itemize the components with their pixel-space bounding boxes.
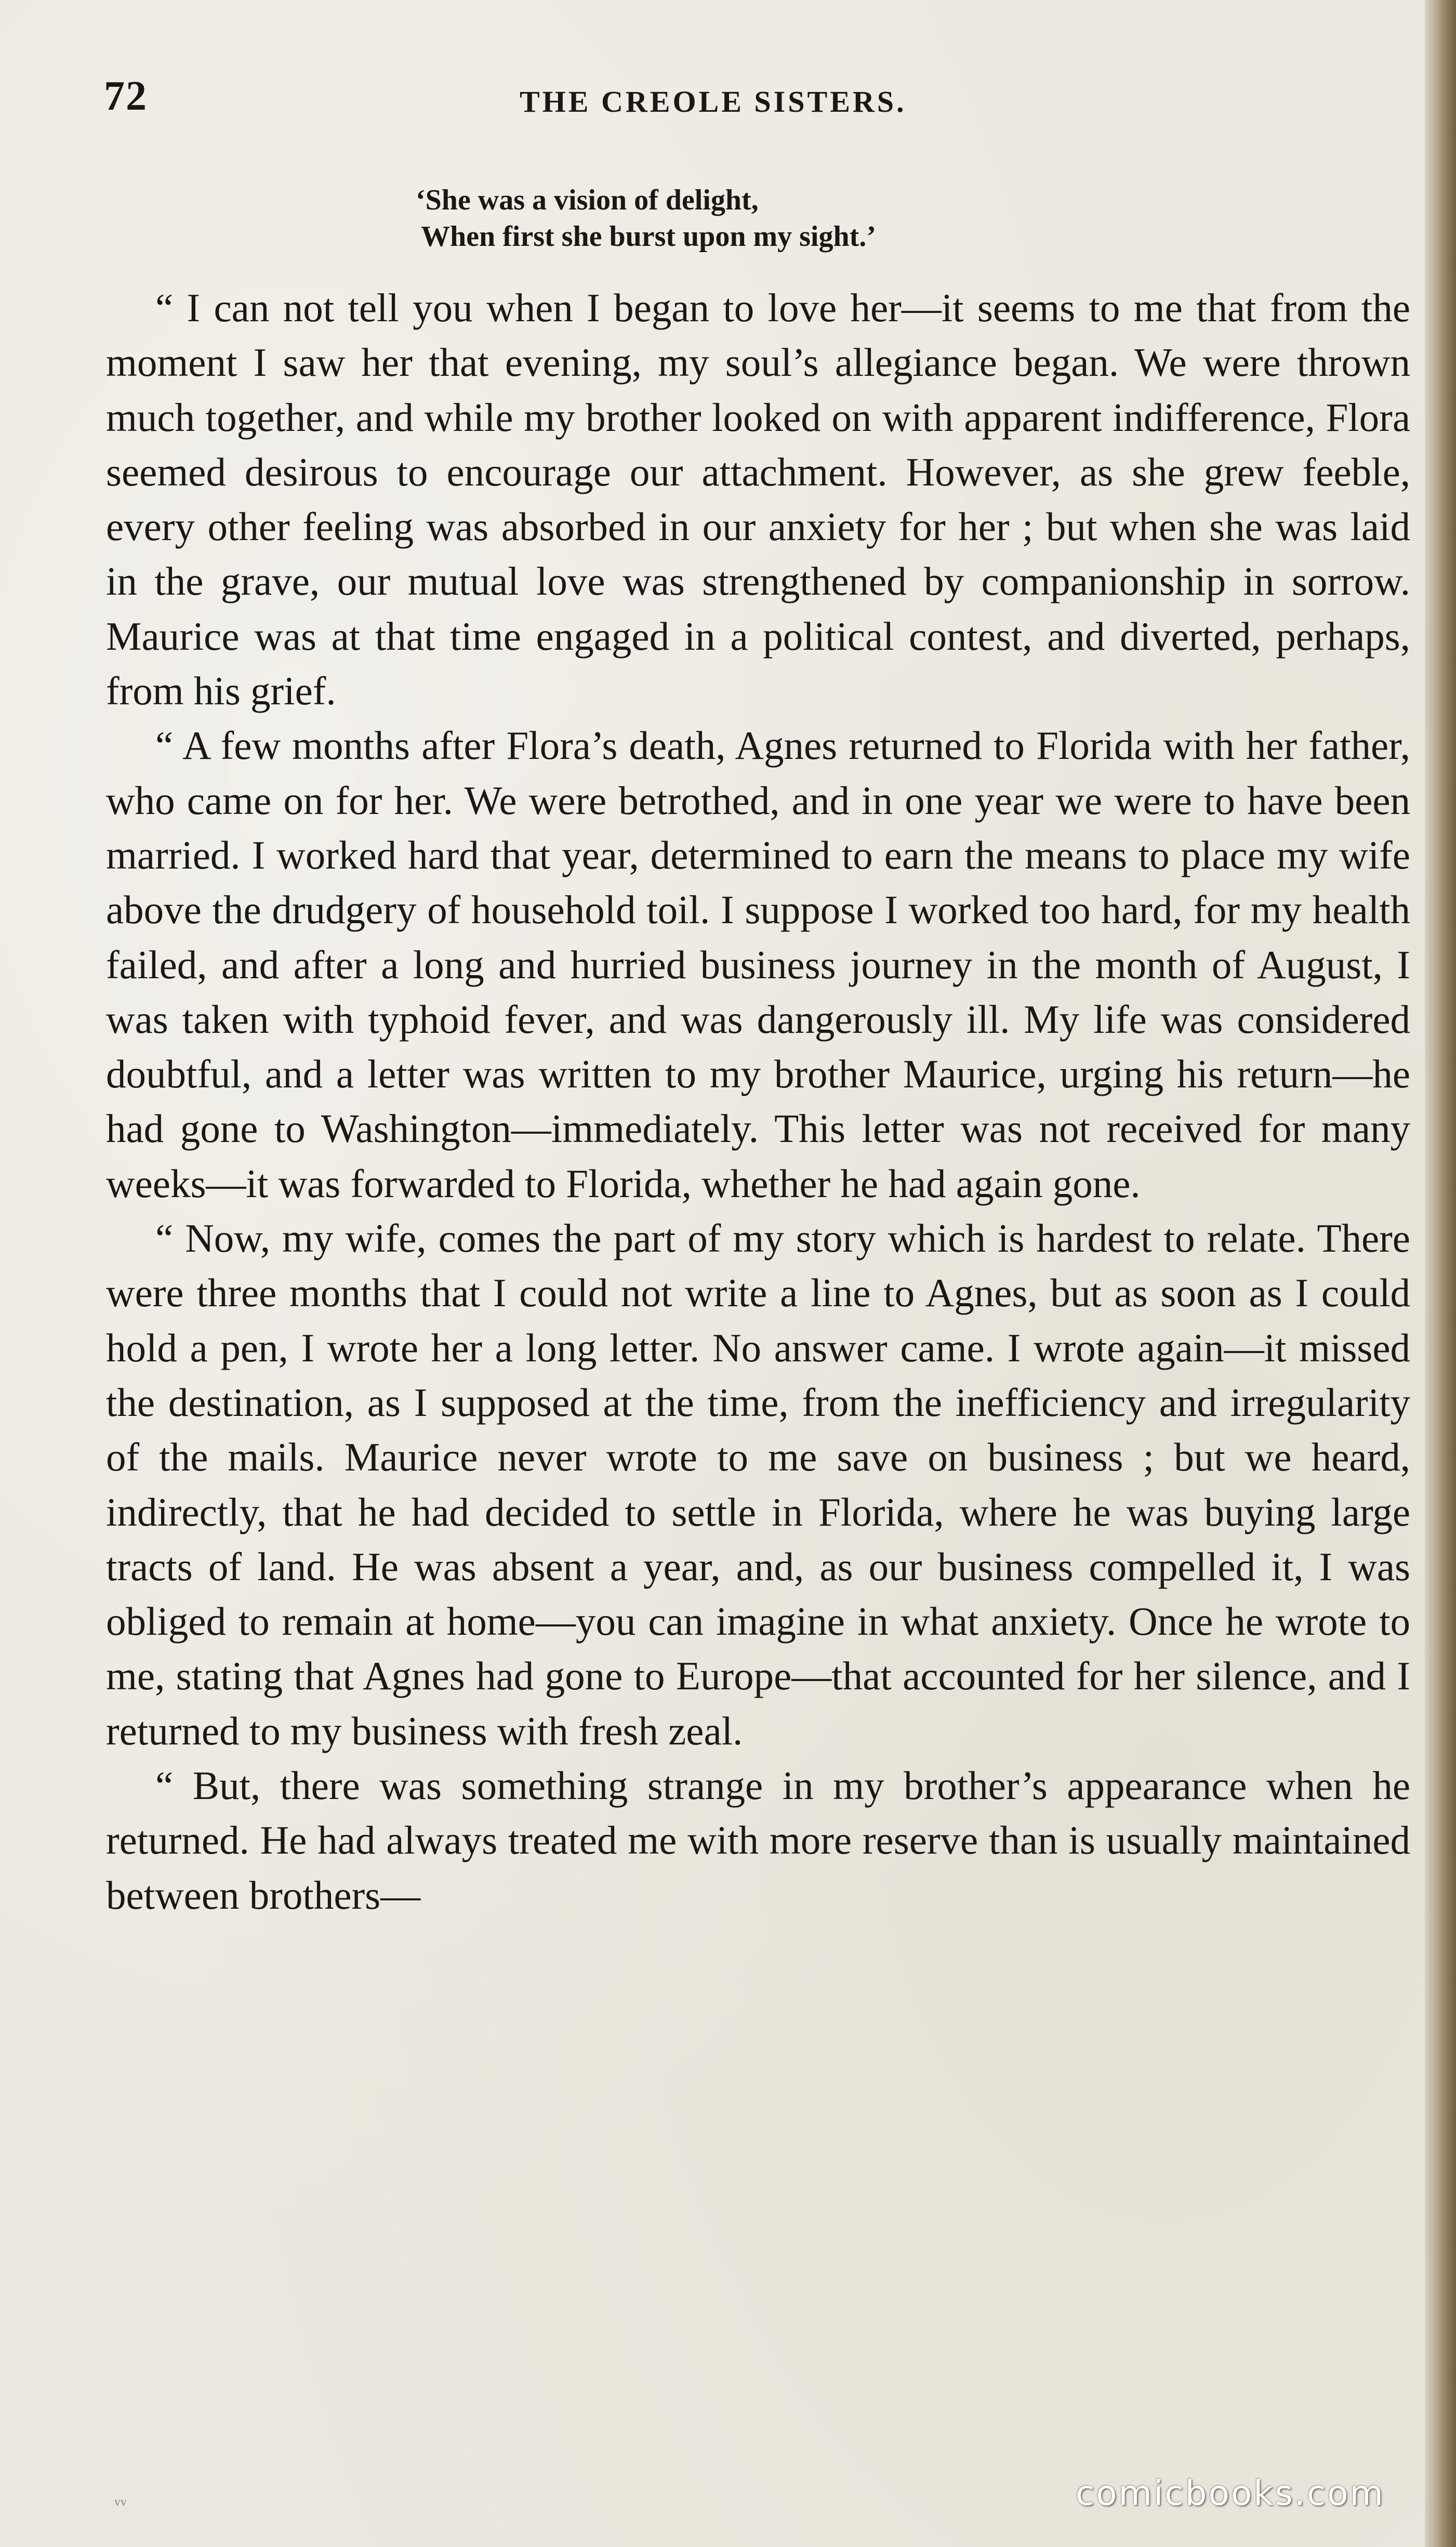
paragraph: “ I can not tell you when I began to love her—it seems to me that from the moment I saw her that evening, my soul’s allegiance began. We were thrown much together, and while my brother looked on with apparent indifference, Flora seemed desirous to encourage our attachment. However, as she grew feeble, every other feeling was absorbed in our anxiety for her ; but when she was laid in the grave, our mutual love was strengthened by companionship in sorrow. Maurice was at that time engaged in a political contest, and diverted, perhaps, from his grief.: [106, 285, 1410, 714]
watermark: comicbooks.com: [1076, 2473, 1385, 2513]
epigraph-line-1: ‘She was a vision of delight,: [416, 184, 759, 216]
paragraph: “ Now, my wife, comes the part of my story which is hardest to relate. There were three months that I could not write a line to Agnes, but as soon as I could hold a pen, I wrote her a long letter. No answer came. I wrote again—it missed the destination, as I supposed at the time, from the inefficiency and irregularity of the mails. Maurice never wrote to me save on business ; but we heard, indirectly, that he had decided to settle in Florida, where he was buying large tracts of land. He was absent a year, and, as our business compelled it, I was obliged to remain at home—you can imagine in what anxiety. Once he wrote to me, stating that Agnes had gone to Europe—that accounted for her silence, and I returned to my business with fresh zeal.: [106, 1216, 1410, 1753]
paragraph: “ A few months after Flora’s death, Agnes returned to Florida with her father, who came on for her. We were betrothed, and in one year we were to have been married. I worked hard that year, determined to earn the means to place my wife above the drudgery of household toil. I suppose I worked too hard, for my health failed, and after a long and hurried business journey in the month of August, I was taken with typhoid fever, and was dangerously ill. My life was considered doubtful, and a letter was written to my brother Maurice, urging his return—he had gone to Washington—immediately. This letter was not received for many weeks—it was forwarded to Florida, whether he had again gone.: [106, 723, 1410, 1206]
page-number: 72: [104, 73, 148, 119]
epigraph-line-2: When first she burst upon my sight.’: [421, 220, 876, 253]
page-header: [104, 73, 1419, 130]
stray-mark: ᵥᵥ: [114, 2485, 127, 2509]
running-title: THE CREOLE SISTERS.: [520, 85, 907, 119]
paragraph: “ But, there was something strange in my brother’s appearance when he returned. He had always treated me with more reserve than is usually maintained between brothers—: [106, 1763, 1410, 1918]
body-text: [106, 281, 1410, 1923]
epigraph: [416, 182, 1143, 255]
book-spine-edge: [1425, 0, 1456, 2547]
